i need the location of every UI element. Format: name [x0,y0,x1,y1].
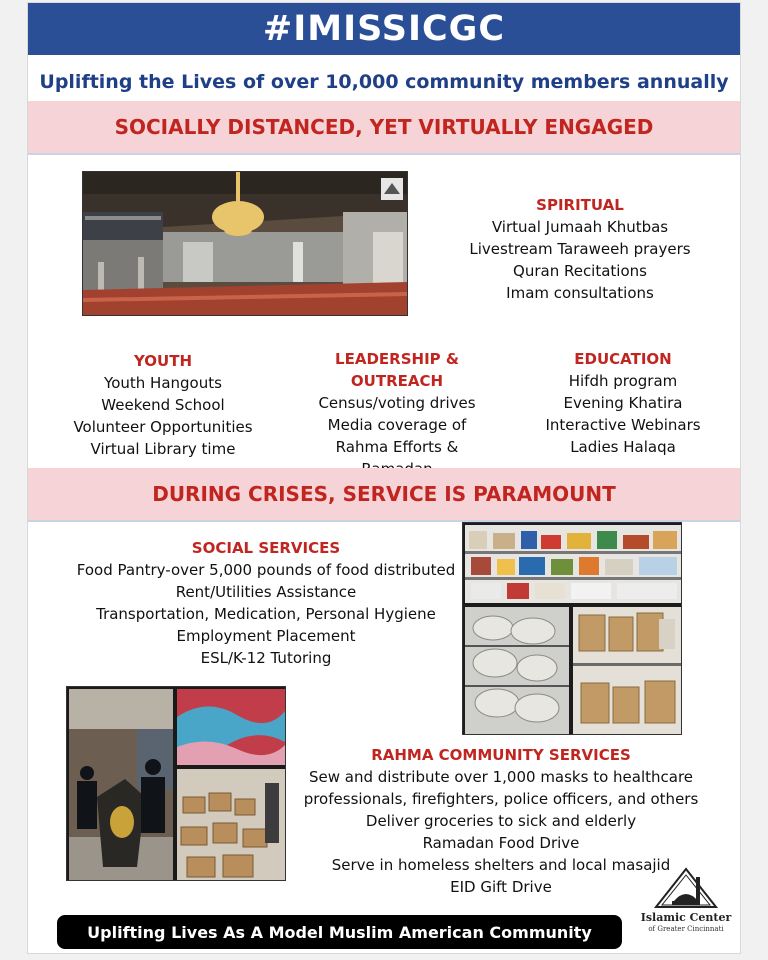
education-item: Interactive Webinars [545,416,701,434]
youth-section [58,350,268,460]
section-band-crises [28,468,740,520]
social-item: Food Pantry-over 5,000 pounds of food distributed [76,561,456,579]
spiritual-item: Quran Recitations [513,262,647,280]
band-title-virtual: SOCIALLY DISTANCED, YET VIRTUALLY ENGAGED [114,115,654,139]
islamic-center-logo [632,867,740,937]
community-service-illustration [67,687,286,881]
spiritual-item: Imam consultations [506,284,654,302]
mosque-logo-icon [632,867,740,913]
social-services-section [66,537,466,669]
social-item: Rent/Utilities Assistance [175,583,357,601]
youth-item: Volunteer Opportunities [73,418,253,436]
band-title-crises: DURING CRISES, SERVICE IS PARAMOUNT [152,482,616,506]
rahma-item: Deliver groceries to sick and elderly [365,812,637,830]
flyer [27,2,741,954]
social-item: Employment Placement [176,627,356,645]
rahma-item: Ramadan Food Drive [422,834,580,852]
section-band-virtual [28,101,740,153]
youth-item: Youth Hangouts [104,374,222,392]
leadership-title: LEADERSHIP & OUTREACH [335,350,459,390]
rahma-title: RAHMA COMMUNITY SERVICES [371,746,631,764]
education-item: Evening Khatira [563,394,683,412]
logo-subtitle: of Greater Cincinnati [648,925,724,933]
header-banner [28,3,740,55]
mosque-interior-photo [82,171,408,316]
tagline: Uplifting the Lives of over 10,000 community members annually [39,71,729,93]
header-title: #IMISSICGC [262,9,506,49]
food-pantry-photo [462,522,682,735]
social-item: Transportation, Medication, Personal Hygiene [96,605,436,623]
spiritual-title: SPIRITUAL [536,196,624,214]
rahma-item: professionals, firefighters, police officers, and others [303,790,699,808]
spiritual-section [430,194,730,304]
logo-title: Islamic Center [640,911,732,924]
education-item: Ladies Halaqa [570,438,676,456]
rahma-item: Serve in homeless shelters and local masajid [331,856,671,874]
food-pantry-illustration [463,523,682,735]
mosque-interior-illustration [83,172,408,316]
leadership-section [292,348,502,480]
education-section [528,348,718,458]
leadership-item: Rahma Efforts & [335,438,459,456]
footer-banner [57,915,622,949]
education-title: EDUCATION [574,350,672,368]
youth-item: Weekend School [101,396,225,414]
community-service-photo [66,686,286,881]
rahma-item: Sew and distribute over 1,000 masks to healthcare [308,768,694,786]
youth-title: YOUTH [133,352,193,370]
footer-text: Uplifting Lives As A Model Muslim American Community [87,922,592,942]
divider [28,153,740,155]
rahma-item: EID Gift Drive [450,878,552,896]
leadership-item: Media coverage of [327,416,467,434]
leadership-item: Census/voting drives [318,394,476,412]
youth-item: Virtual Library time [90,440,236,458]
education-item: Hifdh program [568,372,678,390]
spiritual-item: Virtual Jumaah Khutbas [491,218,669,236]
social-item: ESL/K-12 Tutoring [200,649,332,667]
spiritual-item: Livestream Taraweeh prayers [469,240,691,258]
social-title: SOCIAL SERVICES [191,539,341,557]
